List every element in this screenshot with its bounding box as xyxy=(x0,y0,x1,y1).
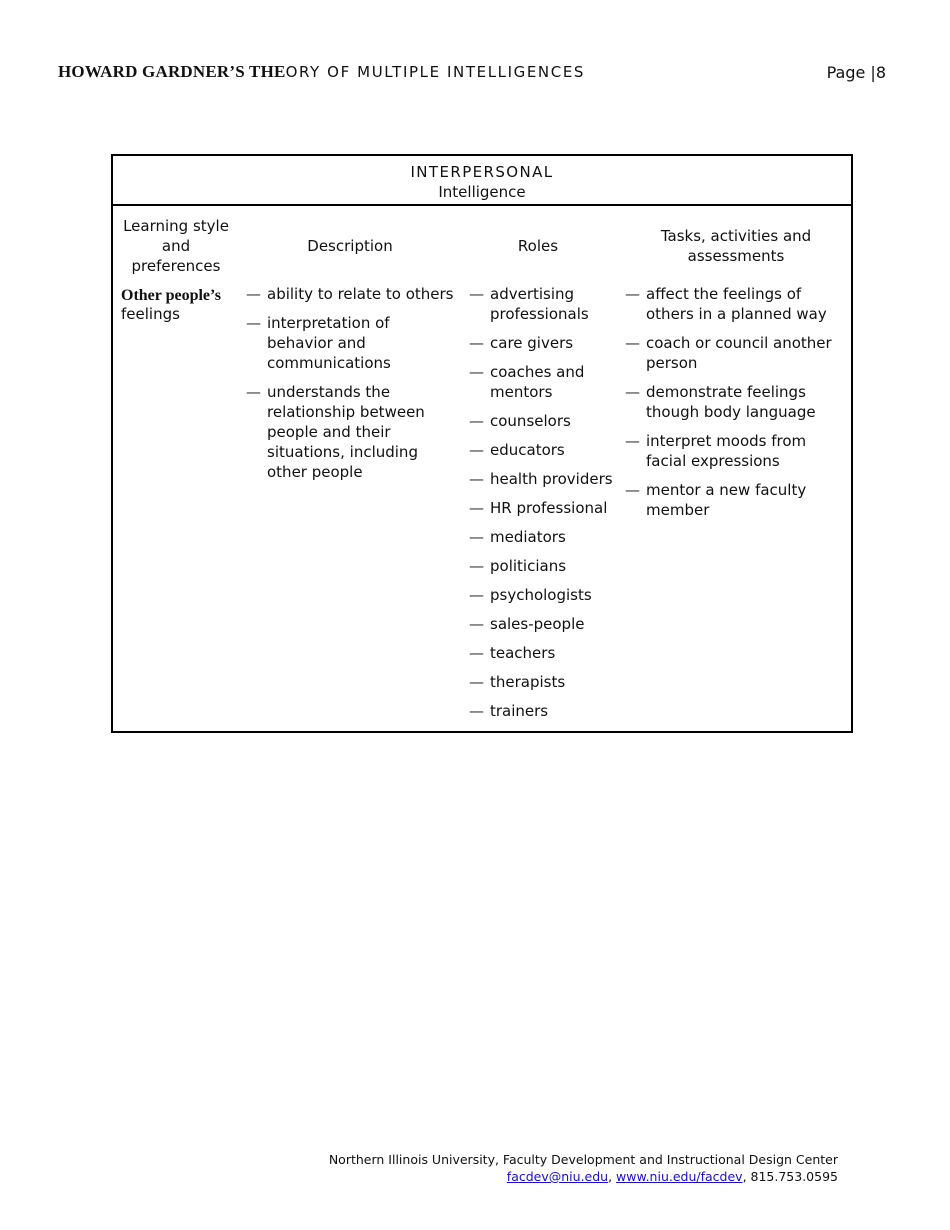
list-item xyxy=(625,382,843,422)
title-serif-part: HOWARD GARDNER’S THE xyxy=(58,62,286,81)
list-item xyxy=(469,614,619,634)
bullet-dash: — xyxy=(469,441,484,459)
list-item xyxy=(469,498,619,518)
list-item-text: therapists xyxy=(490,673,566,691)
list-item-text: demonstrate feelings though body language xyxy=(646,383,816,421)
list-item-text: sales-people xyxy=(490,615,585,633)
roles-list xyxy=(469,284,619,730)
list-item-text: ability to relate to others xyxy=(267,285,454,303)
list-item-text: mentor a new faculty member xyxy=(646,481,807,519)
list-item-text: understands the relationship between people and their situations, including other people xyxy=(267,383,425,481)
bullet-dash: — xyxy=(246,285,261,303)
bullet-dash: — xyxy=(625,432,640,450)
page-number: Page |8 xyxy=(826,63,886,82)
page-header xyxy=(58,62,886,88)
list-item xyxy=(246,284,456,304)
learning-style-cell xyxy=(121,286,241,324)
bullet-dash: — xyxy=(469,499,484,517)
list-item xyxy=(469,469,619,489)
bullet-dash: — xyxy=(246,314,261,332)
description-list xyxy=(246,284,456,491)
column-headers xyxy=(113,216,851,284)
list-item xyxy=(469,556,619,576)
bullet-dash: — xyxy=(469,557,484,575)
list-item-text: interpretation of behavior and communications xyxy=(267,314,391,372)
bullet-dash: — xyxy=(469,470,484,488)
column-header-roles: Roles xyxy=(517,237,559,255)
list-item xyxy=(469,440,619,460)
list-item-text: teachers xyxy=(490,644,556,662)
list-item-text: advertising professionals xyxy=(490,285,589,323)
list-item xyxy=(469,585,619,605)
bullet-dash: — xyxy=(469,363,484,381)
footer-contact xyxy=(329,1168,838,1185)
list-item-text: health providers xyxy=(490,470,613,488)
bullet-dash: — xyxy=(469,285,484,303)
list-item-text: coach or council another person xyxy=(646,334,832,372)
list-item-text: counselors xyxy=(490,412,571,430)
list-item-text: politicians xyxy=(490,557,567,575)
interpersonal-intelligence-table xyxy=(111,154,853,733)
list-item-text: affect the feelings of others in a planned way xyxy=(646,285,827,323)
website-link[interactable]: www.niu.edu/facdev xyxy=(616,1169,743,1184)
bullet-dash: — xyxy=(469,644,484,662)
bullet-dash: — xyxy=(469,412,484,430)
column-header-learning-style: Learning style and preferences xyxy=(123,217,229,275)
list-item xyxy=(469,643,619,663)
list-item-text: trainers xyxy=(490,702,549,720)
tasks-list xyxy=(625,284,843,529)
list-item-text: coaches and mentors xyxy=(490,363,585,401)
list-item xyxy=(625,480,843,520)
bullet-dash: — xyxy=(625,334,640,352)
bullet-dash: — xyxy=(469,528,484,546)
document-title xyxy=(58,62,585,82)
table-title-line1: INTERPERSONAL xyxy=(410,163,554,181)
list-item xyxy=(625,284,843,324)
footer-phone: , 815.753.0595 xyxy=(742,1169,838,1184)
page-footer xyxy=(329,1151,838,1185)
bullet-dash: — xyxy=(246,383,261,401)
table-title-line2: Intelligence xyxy=(438,183,526,201)
bullet-dash: — xyxy=(625,285,640,303)
list-item-text: psychologists xyxy=(490,586,592,604)
learning-style-bold: Other people’s xyxy=(121,287,221,304)
list-item xyxy=(469,411,619,431)
list-item xyxy=(625,431,843,471)
list-item-text: care givers xyxy=(490,334,574,352)
list-item xyxy=(246,313,456,373)
list-item xyxy=(469,333,619,353)
list-item xyxy=(469,284,619,324)
footer-institution: Northern Illinois University, Faculty Development and Instructional Design Center xyxy=(328,1152,838,1167)
list-item xyxy=(469,701,619,721)
list-item xyxy=(469,362,619,402)
list-item-text: mediators xyxy=(490,528,566,546)
bullet-dash: — xyxy=(625,383,640,401)
column-header-tasks: Tasks, activities and assessments xyxy=(660,227,812,265)
bullet-dash: — xyxy=(469,615,484,633)
column-header-description: Description xyxy=(307,237,393,255)
table-title xyxy=(113,156,851,206)
learning-style-rest: feelings xyxy=(121,305,180,323)
list-item xyxy=(469,527,619,547)
title-sans-part: ORY OF MULTIPLE INTELLIGENCES xyxy=(285,63,586,81)
list-item-text: HR professional xyxy=(490,499,608,517)
bullet-dash: — xyxy=(625,481,640,499)
list-item xyxy=(469,672,619,692)
footer-separator: , xyxy=(608,1169,617,1184)
list-item-text: educators xyxy=(490,441,565,459)
list-item xyxy=(246,382,456,482)
list-item xyxy=(625,333,843,373)
bullet-dash: — xyxy=(469,334,484,352)
bullet-dash: — xyxy=(469,673,484,691)
bullet-dash: — xyxy=(469,702,484,720)
email-link[interactable]: facdev@niu.edu xyxy=(506,1169,609,1184)
bullet-dash: — xyxy=(469,586,484,604)
list-item-text: interpret moods from facial expressions xyxy=(646,432,807,470)
